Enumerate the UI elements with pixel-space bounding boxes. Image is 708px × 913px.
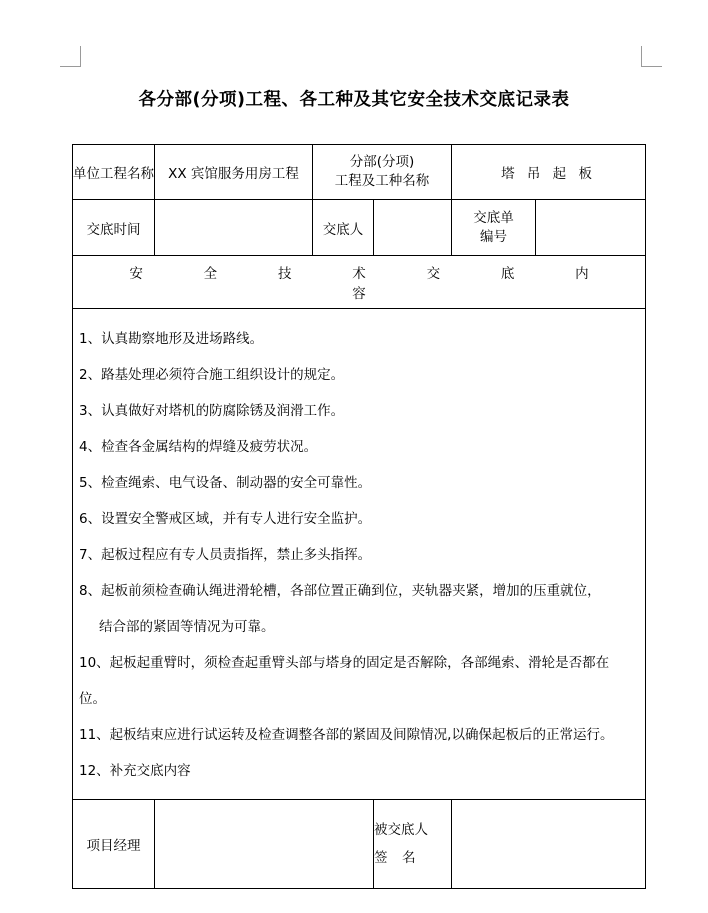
signee-label	[374, 800, 452, 889]
content-item: 4、检查各金属结构的焊缝及疲劳状况。	[79, 439, 318, 455]
safety-briefing-record-table	[72, 144, 646, 889]
briefing-number-value	[536, 200, 646, 256]
section-heading-char: 术	[352, 266, 366, 282]
content-item: 11、起板结束应进行试运转及检查调整各部的紧固及间隙情况,以确保起板后的正常运行。	[79, 727, 614, 743]
briefing-content	[73, 309, 646, 800]
briefing-time-label: 交底时间	[73, 200, 155, 256]
section-heading-char: 安	[129, 266, 143, 282]
content-item: 10、起板起重臂时，须检查起重臂头部与塔身的固定是否解除，各部绳索、滑轮是否都在	[79, 655, 610, 671]
sub-project-label	[313, 145, 452, 200]
crop-mark-top-left	[60, 46, 81, 67]
content-item: 2、路基处理必须符合施工组织设计的规定。	[79, 367, 345, 383]
briefing-person-label: 交底人	[313, 200, 374, 256]
signee-signature	[452, 800, 646, 889]
briefing-person-value	[374, 200, 452, 256]
section-heading-char: 交	[426, 266, 441, 282]
signature-row	[73, 800, 646, 889]
signee-label-char: 名	[402, 850, 416, 866]
content-item: 3、认真做好对塔机的防腐除锈及润滑工作。	[79, 403, 345, 419]
content-row	[73, 309, 646, 800]
briefing-time-value	[155, 200, 313, 256]
section-heading	[73, 256, 646, 309]
section-heading-char: 全	[203, 266, 218, 282]
header-row-project	[73, 145, 646, 200]
content-item: 5、检查绳索、电气设备、制动器的安全可靠性。	[79, 475, 372, 491]
sub-project-value	[452, 145, 646, 200]
crop-mark-top-right	[641, 46, 662, 67]
section-heading-char: 内	[575, 266, 589, 282]
content-item: 12、补充交底内容	[79, 763, 191, 779]
sub-project-label-line1: 分部(分项)	[349, 154, 415, 170]
briefing-number-label-line1: 交底单	[473, 209, 514, 226]
content-item: 1、认真勘察地形及进场路线。	[79, 331, 264, 347]
signee-label-char: 签	[374, 850, 388, 866]
content-item: 7、起板过程应有专人员责指挥，禁止多头指挥。	[79, 547, 372, 563]
signee-label-line1: 被交底人	[374, 822, 429, 838]
sub-project-value-text: 塔 吊 起 板	[501, 166, 596, 182]
section-heading-char: 技	[277, 266, 292, 282]
briefing-number-label	[452, 200, 536, 256]
project-manager-signature	[155, 800, 374, 889]
signee-label-line2	[374, 844, 451, 872]
section-heading-row	[73, 256, 646, 309]
section-heading-char: 容	[352, 286, 366, 302]
briefing-number-label-line2: 编号	[480, 228, 508, 245]
header-row-briefing	[73, 200, 646, 256]
sub-project-label-line2: 工程及工种名称	[334, 173, 430, 189]
content-item-continuation: 结合部的紧固等情况为可靠。	[99, 619, 275, 635]
section-heading-char: 底	[500, 266, 515, 282]
content-item: 8、起板前须检查确认绳进滑轮槽，各部位置正确到位，夹轨器夹紧，增加的压重就位，	[79, 583, 601, 599]
project-manager-label: 项目经理	[73, 800, 155, 889]
content-item: 6、设置安全警戒区域，并有专人进行安全监护。	[79, 511, 372, 527]
unit-project-label: 单位工程名称	[73, 145, 155, 200]
unit-project-value: XX 宾馆服务用房工程	[155, 145, 313, 200]
document-title: 各分部(分项)工程、各工种及其它安全技术交底记录表	[138, 90, 570, 110]
content-item-continuation: 位。	[79, 691, 106, 707]
